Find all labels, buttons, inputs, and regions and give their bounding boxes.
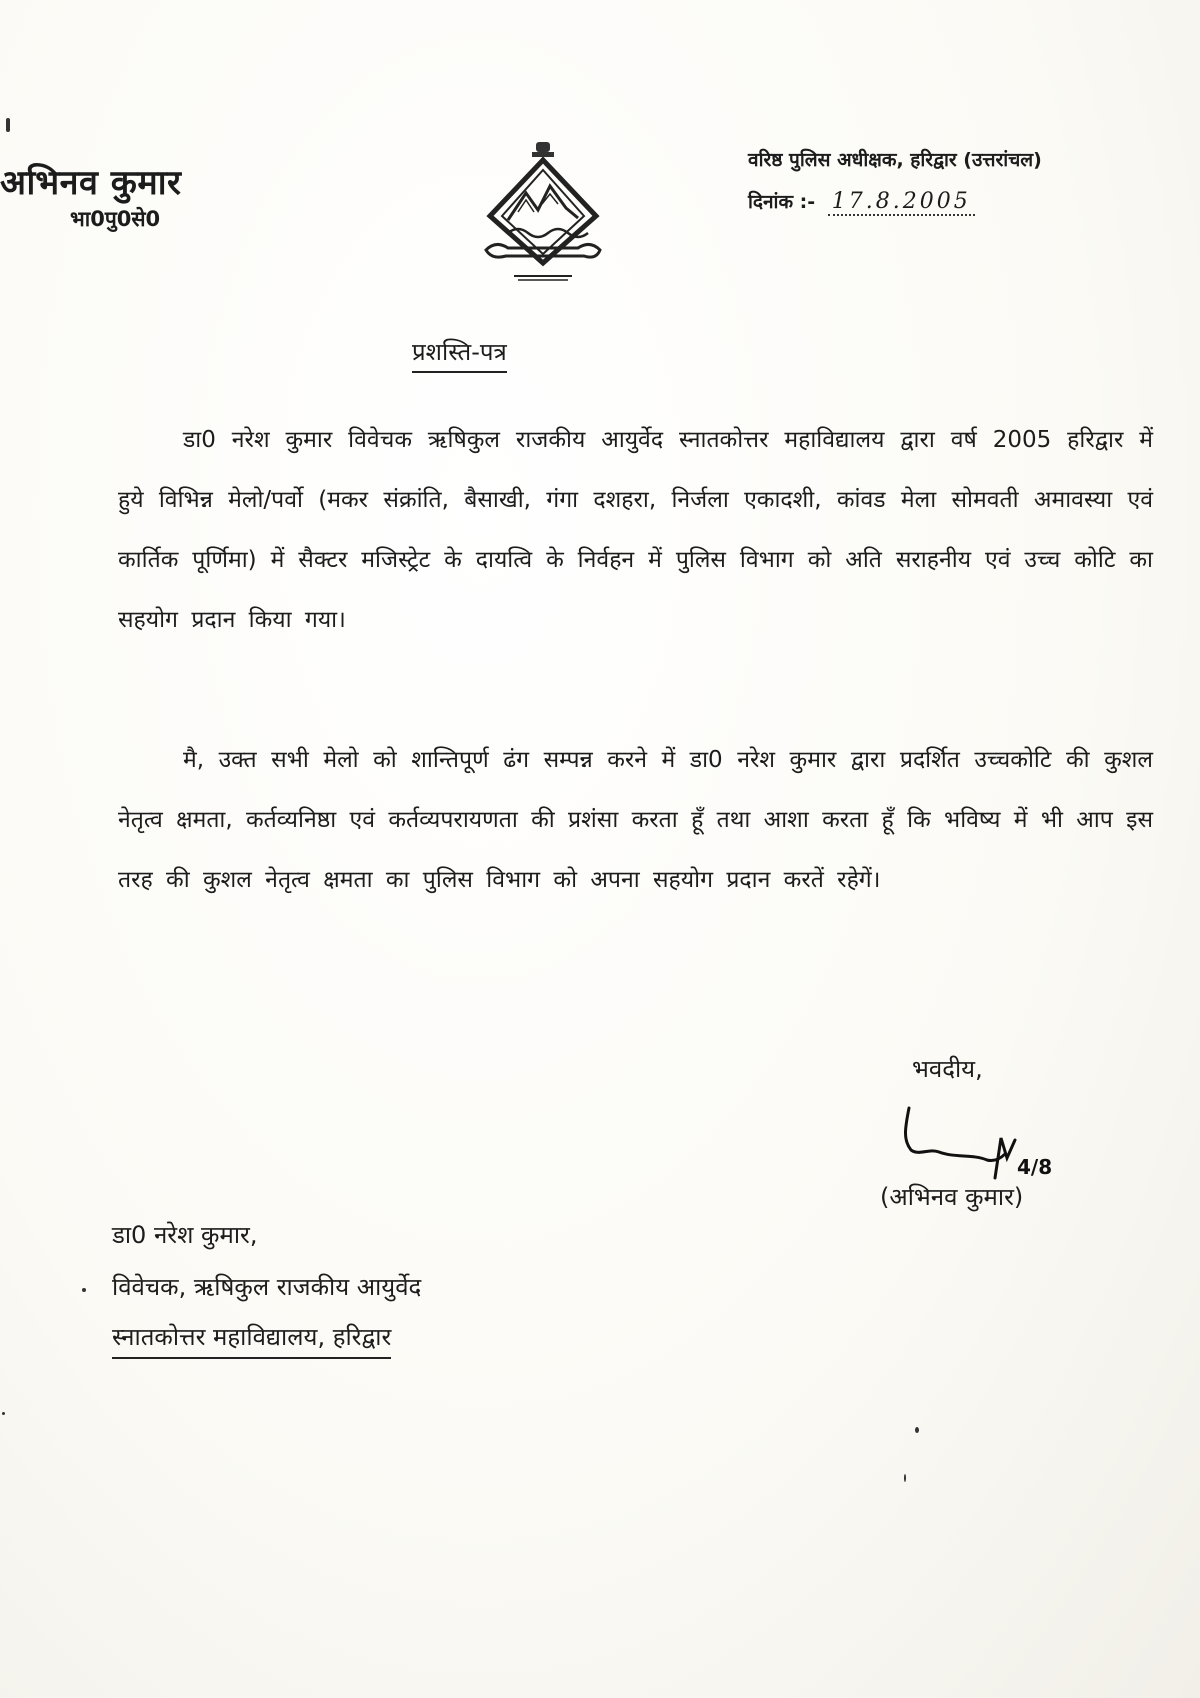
date-row xyxy=(748,188,975,214)
date-value: 17.8.2005 xyxy=(828,189,975,216)
handwritten-signature-icon xyxy=(895,1078,1055,1188)
signatory-name: (अभिनव कुमार) xyxy=(880,1183,1024,1211)
sender-name: अभिनव कुमार xyxy=(0,163,182,203)
state-emblem-icon xyxy=(478,138,608,288)
scan-speck xyxy=(915,1427,919,1433)
letter-subject: प्रशस्ति-पत्र xyxy=(412,335,507,373)
recipient-line-3: स्नातकोत्तर महाविद्यालय, हरिद्वार xyxy=(112,1320,391,1359)
signature-date-text: 4/8 xyxy=(1017,1155,1053,1179)
scan-speck xyxy=(2,1412,5,1415)
letter-paragraph-2: मै, उक्त सभी मेलो को शान्तिपूर्ण ढंग सम्पन्न करने में डा0 नरेश कुमार द्वारा प्रदर्शित उच्चकोटि की कुशल नेतृत्व क्षमता, कर्तव्यनिष्ठा एवं कर्तव्यपरायणता की प्रशंसा करता हूँ तथा आशा करता हूँ कि भविष्य में भी आप इस तरह की कुशल नेतृत्व क्षमता का पुलिस विभाग को अपना सहयोग प्रदान करतें रहेगें। xyxy=(118,747,1153,893)
scan-speck xyxy=(6,118,10,132)
scan-speck xyxy=(904,1474,906,1482)
recipient-line-1: डा0 नरेश कुमार, xyxy=(112,1221,258,1249)
recipient-line-2: विवेचक, ऋषिकुल राजकीय आयुर्वेद xyxy=(112,1273,422,1301)
sender-service: भा0पु0से0 xyxy=(70,207,161,231)
letter-paragraph-1: डा0 नरेश कुमार विवेचक ऋषिकुल राजकीय आयुर्वेद स्नातकोत्तर महाविद्यालय द्वारा वर्ष 2005 हरिद्वार में हुये विभिन्न मेलो/पर्वो (मकर संक्रांति, बैसाखी, गंगा दशहरा, निर्जला एकादशी, कांवड मेला सोमवती अमावस्या एवं कार्तिक पूर्णिमा) में सैक्टर मजिस्ट्रेट के दायत्वि के निर्वहन में पुलिस विभाग को अति सराहनीय एवं उच्च कोटि का सहयोग प्रदान किया गया। xyxy=(118,427,1153,633)
office-designation: वरिष्ठ पुलिस अधीक्षक, हरिद्वार (उत्तरांचल) xyxy=(748,149,1042,171)
date-label: दिनांक :- xyxy=(748,191,816,213)
scan-speck xyxy=(82,1288,86,1292)
closing-salutation: भवदीय, xyxy=(912,1055,983,1083)
